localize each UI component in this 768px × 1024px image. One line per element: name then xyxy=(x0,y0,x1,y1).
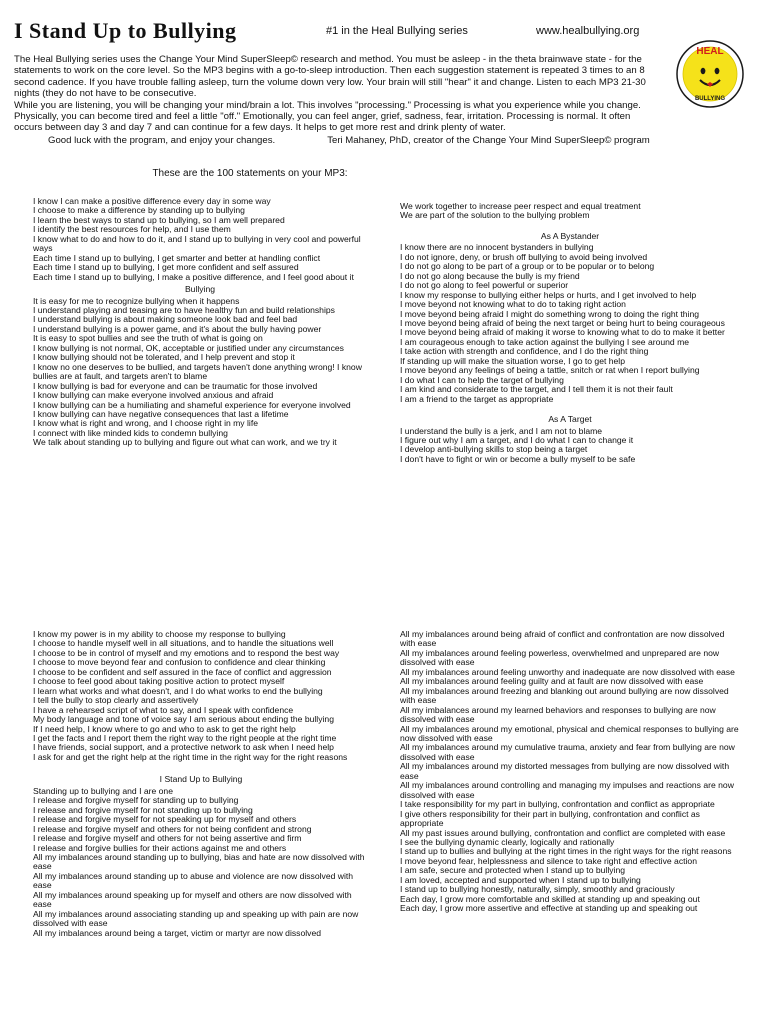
statement-line: I have a rehearsed script of what to say, and I speak with confidence xyxy=(33,704,294,715)
logo-bottom-text: BULLYING xyxy=(694,96,726,102)
statement-line: I do not ignore, deny, or brush off bullying to avoid being involved xyxy=(400,251,648,262)
col2-bystander-list xyxy=(400,243,740,404)
statement-line: All my imbalances around my distorted messages from bullying are now dissolved with ease xyxy=(400,761,730,781)
col1-intro-list xyxy=(33,197,367,282)
statement-line: I do not go along to feel powerful or superior xyxy=(400,280,569,291)
section-heading-bullying: Bullying xyxy=(184,284,216,295)
statement-line: All my imbalances around being afraid of conflict and confrontation are now dissolved with ease xyxy=(400,629,725,649)
col3-list xyxy=(33,787,369,938)
statement-line: I do what I can to help the target of bullying xyxy=(400,374,564,385)
statement-line: I know bullying is not normal, OK, acceptable or justified under any circumstances xyxy=(33,342,344,353)
statement-line: I choose to make a difference by standing up to bullying xyxy=(33,205,245,216)
section-heading-bystander: As A Bystander xyxy=(540,230,600,241)
intro-paragraph: The Heal Bullying series uses the Change Your Mind SuperSleep© research and method. You must be asleep - in the theta brainwave state - for the statements to work on the core level. So the MP3 begins with a go-to-sleep introduction. Then each suggestion statement is repeated 3 times to an 8 second cadence. If you have trouble falling asleep, turn the volume down very low. Your brain will still "hear" it and change. Listen to each MP3 21-30 nights (they do not have to be consecutive. xyxy=(14,54,646,100)
statement-line: I learn what works and what doesn't, and I do what works to end the bullying xyxy=(33,685,323,696)
statement-line: I connect with like minded kids to condemn bullying xyxy=(33,427,228,438)
statement-line: I release and forgive myself and others for not being assertive and firm xyxy=(33,833,302,844)
statement-line: All my imbalances around my emotional, physical and chemical responses to bullying are now dissolved with ease xyxy=(400,723,739,743)
statement-line: I tell the bully to stop clearly and assertively xyxy=(33,695,199,706)
statement-line: All my imbalances around controlling and managing my impulses and reactions are now dissolved with ease xyxy=(400,780,734,800)
statement-line: I move beyond being afraid of making it worse to knowing what to do to make it better xyxy=(400,327,725,338)
statement-line: I choose to move beyond fear and confusion to confidence and clear thinking xyxy=(33,657,326,668)
statement-line: We talk about standing up to bullying and figure out what can work, and we try it xyxy=(33,437,337,448)
statement-line: I understand playing and teasing are to have healthy fun and build relationships xyxy=(33,304,335,315)
statement-line: I stand up to bullying honestly, naturally, simply, smoothly and graciously xyxy=(400,884,675,895)
statement-line: Each day, I grow more comfortable and skilled at standing up and speaking out xyxy=(400,893,700,904)
statement-line: All my past issues around bullying, confrontation and conflict are completed with ease xyxy=(400,827,726,838)
statement-line: I release and forgive myself for standing up to bullying xyxy=(33,795,239,806)
statement-line: I move beyond being afraid I might do something wrong to doing the right thing xyxy=(400,308,700,319)
statement-line: I know bullying can make everyone involved anxious and afraid xyxy=(33,390,274,401)
statement-line: Each day, I grow more assertive and effective at standing up and speaking out xyxy=(400,903,698,914)
statement-line: All my imbalances around my learned behaviors and responses to bullying are now dissolved with ease xyxy=(400,704,716,725)
document-title: I Stand Up to Bullying xyxy=(14,18,237,43)
statement-line: I understand the bully is a jerk, and I am not to blame xyxy=(400,425,603,436)
statement-line: I move beyond any feelings of being a tattle, snitch or rat when I report bullying xyxy=(400,365,700,376)
statements-column-2 xyxy=(400,202,740,464)
statement-line: I stand up to bullies and bullying at the right times in the right ways for the right reasons xyxy=(400,846,732,857)
col3-intro-list xyxy=(33,630,369,762)
website-link[interactable]: www.healbullying.org xyxy=(536,25,640,37)
statement-line: I know bullying can have negative consequences that last a lifetime xyxy=(33,408,289,419)
col4-list xyxy=(400,630,740,914)
statement-line: Each time I stand up to bullying, I make a positive difference, and I feel good about it xyxy=(33,271,354,282)
statement-line: I identify the best resources for help, and I use them xyxy=(33,224,231,235)
statement-line: I understand bullying is about making someone look bad and feel bad xyxy=(33,314,298,325)
statement-line: I know bullying is bad for everyone and can be traumatic for those involved xyxy=(33,380,318,391)
statement-line: I know bullying should not be tolerated, and I help prevent and stop it xyxy=(33,352,295,363)
col2-intro-list xyxy=(400,202,740,221)
statement-line: If I need help, I know where to go and who to ask to get the right help xyxy=(33,723,296,734)
statement-line: I have friends, social support, and a protective network to ask when I need help xyxy=(33,742,334,753)
series-label: #1 in the Heal Bullying series xyxy=(326,25,468,37)
statement-line: I figure out why I am a target, and I do what I can to change it xyxy=(400,434,634,445)
statement-line: My body language and tone of voice say I am serious about ending the bullying xyxy=(33,714,334,725)
statement-line: I ask for and get the right help at the right time in the right way for the right reasons xyxy=(33,751,348,762)
logo-top-text: HEAL xyxy=(696,46,724,57)
statement-line: It is easy for me to recognize bullying when it happens xyxy=(33,295,240,306)
intro-section xyxy=(14,54,656,146)
statement-line: I release and forgive myself and others for not being confident and strong xyxy=(33,823,312,834)
statement-line: We are part of the solution to the bullying problem xyxy=(400,210,590,221)
statement-line: I choose to handle myself well in all situations, and to handle the situations well xyxy=(33,638,334,649)
statement-line: I release and forgive myself for not standing up to bullying xyxy=(33,804,253,815)
statement-line: I release and forgive bullies for their actions against me and others xyxy=(33,842,287,853)
section-heading-stand-up: I Stand Up to Bullying xyxy=(159,774,243,785)
statement-line: I get the facts and I report them the right way to the right people at the right time xyxy=(33,732,337,743)
statement-line: I know my response to bullying either helps or hurts, and I get involved to help xyxy=(400,289,697,300)
signoff-text: Good luck with the program, and enjoy your changes. xyxy=(48,134,276,146)
heal-bullying-logo xyxy=(676,40,744,108)
author-credit: Teri Mahaney, PhD, creator of the Change Your Mind SuperSleep© program xyxy=(327,134,650,146)
statement-line: I choose to be confident and self assured in the face of conflict and aggression xyxy=(33,666,332,677)
statements-column-4 xyxy=(400,630,740,914)
statement-line: I choose to be in control of myself and my emotions and to respond the best way xyxy=(33,647,340,658)
col1-list xyxy=(33,297,367,448)
statement-line: We work together to increase peer respect and equal treatment xyxy=(400,201,641,211)
statement-line: I know my power is in my ability to choose my response to bullying xyxy=(33,629,286,639)
statement-line: I know no one deserves to be bullied, and targets haven't done anything wrong! I know bullies are at fault, and targets aren't to blame xyxy=(33,361,362,382)
statement-line: Standing up to bullying and I are one xyxy=(33,785,173,796)
statement-line: I am courageous enough to take action against the bullying I see around me xyxy=(400,336,690,347)
statement-line: All my imbalances around standing up to abuse and violence are now dissolved with ease xyxy=(33,870,354,891)
statement-line: All my imbalances around being a target, victim or martyr are now dissolved xyxy=(33,927,322,938)
page-header xyxy=(14,18,754,48)
intro-paragraph-2: While you are listening, you will be changing your mind/brain a lot. This involves "processing." Processing is what you experience while you change. Physically, you can become tired and feel a little "off." Emotionally, you can feel anger, grief, sadness, fear, irritation. Processing is normal. It often occurs between day 3 and day 7 and can continue for a few days. It helps to get more rest and drink plenty of water. xyxy=(14,99,641,134)
statement-line: I move beyond being afraid of being the next target or being hurt to being courageous xyxy=(400,317,725,328)
statement-line: I release and forgive myself for not speaking up for myself and others xyxy=(33,814,297,825)
col2-target-list xyxy=(400,427,740,465)
statement-line: I take action with strength and confidence, and I do the right thing xyxy=(400,346,649,357)
statement-line: I develop anti-bullying skills to stop being a target xyxy=(400,444,588,455)
statement-line: I am safe, secure and protected when I stand up to bullying xyxy=(400,865,626,876)
signoff-line xyxy=(14,135,656,146)
statement-line: Each time I stand up to bullying, I get more confident and self assured xyxy=(33,262,299,273)
statement-line: I move beyond not knowing what to do to taking right action xyxy=(400,299,626,310)
statement-line: All my imbalances around speaking up for myself and others are now dissolved with ease xyxy=(33,889,352,910)
statement-line: I know I can make a positive difference every day in some way xyxy=(33,196,271,206)
statement-line: I give others responsibility for their part in bullying, confrontation and conflict as appropriate xyxy=(400,808,700,829)
statements-column-3 xyxy=(33,630,369,938)
statement-line: I am kind and considerate to the target, and I tell them it is not their fault xyxy=(400,384,673,395)
statement-line: I do not go along because the bully is my friend xyxy=(400,270,580,281)
statement-line: I know there are no innocent bystanders in bullying xyxy=(400,242,594,253)
statement-line: I know what is right and wrong, and I choose right in my life xyxy=(33,418,258,429)
statement-line: All my imbalances around standing up to bullying, bias and hate are now dissolved with ease xyxy=(33,851,365,872)
statement-line: I move beyond fear, helplessness and silence to take right and effective action xyxy=(400,855,697,866)
statements-column-1 xyxy=(33,197,367,448)
statement-line: All my imbalances around my cumulative trauma, anxiety and fear from bullying are now dissolved with ease xyxy=(400,742,735,762)
statement-line: I am loved, accepted and supported when I stand up to bullying xyxy=(400,874,641,885)
statement-line: I take responsibility for my part in bullying, confrontation and conflict as appropriate xyxy=(400,799,715,810)
statement-line: I am a friend to the target as appropriate xyxy=(400,393,554,404)
statement-line: I see the bullying dynamic clearly, logically and rationally xyxy=(400,836,615,847)
statement-line: All my imbalances around associating standing up and speaking up with pain are now dissolved with ease xyxy=(33,908,359,929)
statement-line: I know what to do and how to do it, and I stand up to bullying in very cool and powerful ways xyxy=(33,233,361,254)
statement-line: All my imbalances around freezing and blanking out around bullying are now dissolved with ease xyxy=(400,685,729,706)
statement-line: All my imbalances around feeling powerless, overwhelmed and unprepared are now dissolved with ease xyxy=(400,647,720,668)
statement-line: I understand bullying is a power game, and it's about the bully having power xyxy=(33,323,322,334)
statement-line: All my imbalances around feeling unworthy and inadequate are now dissolved with ease xyxy=(400,666,735,677)
statement-line: I choose to feel good about taking positive action to protect myself xyxy=(33,676,285,687)
statement-line: I learn the best ways to stand up to bullying, so I am well prepared xyxy=(33,214,285,225)
statement-line: It is easy to spot bullies and see the truth of what is going on xyxy=(33,333,263,344)
statements-subtitle: These are the 100 statements on your MP3: xyxy=(152,168,348,179)
statement-line: If standing up will make the situation worse, I go to get help xyxy=(400,355,625,366)
statement-line: I do not go along to be part of a group or to be popular or to belong xyxy=(400,261,655,272)
section-heading-target: As A Target xyxy=(548,414,592,425)
statement-line: I don't have to fight or win or become a bully myself to be safe xyxy=(400,453,636,464)
statement-line: I know bullying can be a humiliating and shameful experience for everyone involved xyxy=(33,399,351,410)
statement-line: Each time I stand up to bullying, I get smarter and better at handling conflict xyxy=(33,252,321,263)
statement-line: All my imbalances around feeling guilty and at fault are now dissolved with ease xyxy=(400,676,704,687)
